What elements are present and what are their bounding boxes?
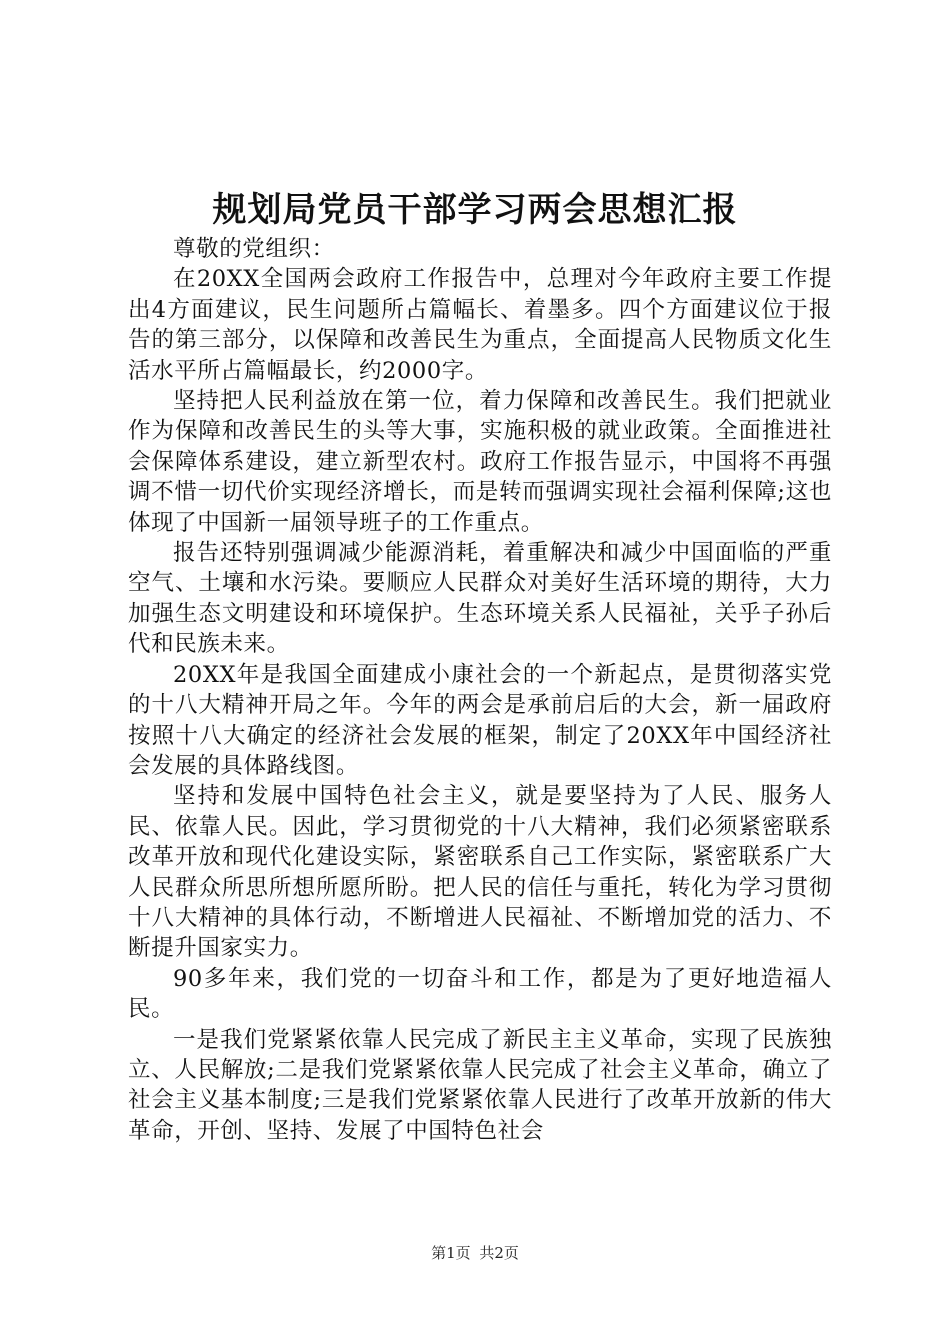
paragraph: 报告还特别强调减少能源消耗，着重解决和减少中国面临的严重空气、土壤和水污染。要顺应人民群众对美好生活环境的期待，大力加强生态文明建设和环境保护。生态环境关系人民福祉，关乎子孙后代和民族未来。: [128, 540, 832, 658]
document-body: [128, 234, 832, 1146]
paragraph: 在20XX全国两会政府工作报告中，总理对今年政府主要工作提出4方面建议，民生问题所占篇幅长、着墨多。四个方面建议位于报告的第三部分，以保障和改善民生为重点，全面提高人民物质文化生活水平所占篇幅最长，约2000字。: [128, 266, 832, 384]
page-footer: [0, 1242, 950, 1264]
paragraph: 坚持把人民利益放在第一位，着力保障和改善民生。我们把就业作为保障和改善民生的头等大事，实施积极的就业政策。全面推进社会保障体系建设，建立新型农村。政府工作报告显示，中国将不再强调不惜一切代价实现经济增长，而是转而强调实现社会福利保障;这也体现了中国新一届领导班子的工作重点。: [128, 388, 832, 536]
paragraph: 一是我们党紧紧依靠人民完成了新民主主义革命，实现了民族独立、人民解放;二是我们党紧紧依靠人民完成了社会主义革命，确立了社会主义基本制度;三是我们党紧紧依靠人民进行了改革开放新的伟大革命，开创、坚持、发展了中国特色社会: [128, 1026, 832, 1144]
paragraph: 90多年来，我们党的一切奋斗和工作，都是为了更好地造福人民。: [128, 965, 832, 1023]
paragraph: 坚持和发展中国特色社会主义，就是要坚持为了人民、服务人民、依靠人民。因此，学习贯彻党的十八大精神，我们必须紧密联系改革开放和现代化建设实际，紧密联系自己工作实际，紧密联系广大人民群众所思所想所愿所盼。把人民的信任与重托，转化为学习贯彻十八大精神的具体行动，不断增进人民福祉、不断增加党的活力、不断提升国家实力。: [128, 783, 832, 962]
paragraph: 20XX年是我国全面建成小康社会的一个新起点，是贯彻落实党的十八大精神开局之年。今年的两会是承前启后的大会，新一届政府按照十八大确定的经济社会发展的框架，制定了20XX年中国经济社会发展的具体路线图。: [128, 661, 832, 779]
page-total: 共2页: [479, 1244, 519, 1262]
salutation: 尊敬的党组织：: [173, 236, 335, 262]
page-number: 第1页: [431, 1244, 471, 1262]
document-title: 规划局党员干部学习两会思想汇报: [212, 190, 738, 230]
